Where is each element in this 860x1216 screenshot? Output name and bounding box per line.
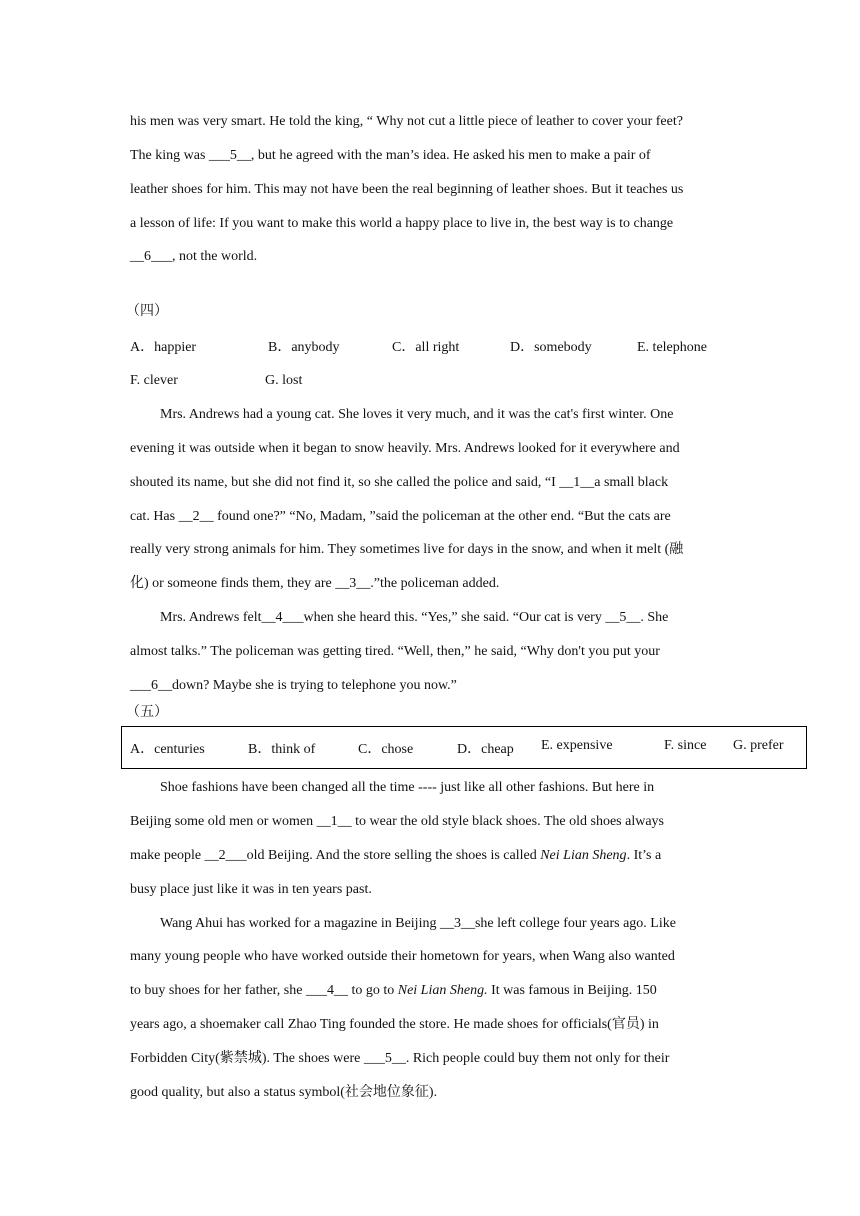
section-heading: （四） xyxy=(126,304,168,319)
paragraph-line: really very strong animals for him. They sometimes live for days in the snow, and when it melt (融 xyxy=(130,542,684,557)
paragraph-line: The king was ___5__, but he agreed with the man’s idea. He asked his men to make a pair of xyxy=(130,148,651,163)
option-d: D．somebody xyxy=(510,340,592,355)
paragraph-line: 化) or someone finds them, they are __3__.”the policeman added. xyxy=(130,576,500,591)
store-name: Nei Lian Sheng. xyxy=(397,983,488,998)
option-g: G. prefer xyxy=(733,738,784,753)
option-b: B．think of xyxy=(248,742,316,757)
option-b: B．anybody xyxy=(268,340,340,355)
paragraph-line: Mrs. Andrews had a young cat. She loves it very much, and it was the cat's first winter. One xyxy=(160,407,674,422)
section-heading: （五） xyxy=(126,705,168,720)
text-segment: It was famous in Beijing. 150 xyxy=(487,983,657,998)
paragraph-line: his men was very smart. He told the king, “ Why not cut a little piece of leather to cover your feet? xyxy=(130,114,683,129)
paragraph-line: years ago, a shoemaker call Zhao Ting founded the store. He made shoes for officials(官员) in xyxy=(130,1017,659,1032)
paragraph-line: Mrs. Andrews felt__4___when she heard this. “Yes,” she said. “Our cat is very __5__. She xyxy=(160,610,669,625)
option-a: A．centuries xyxy=(130,742,205,757)
paragraph-line: leather shoes for him. This may not have been the real beginning of leather shoes. But it teaches us xyxy=(130,182,684,197)
option-e: E. expensive xyxy=(541,738,613,753)
text-segment: . It’s a xyxy=(626,848,662,863)
paragraph-line: Wang Ahui has worked for a magazine in Beijing __3__she left college four years ago. Like xyxy=(160,916,676,931)
option-a: A．happier xyxy=(130,340,197,355)
paragraph-line: cat. Has __2__ found one?” “No, Madam, ”said the policeman at the other end. “But the cats are xyxy=(130,509,671,524)
option-d: D．cheap xyxy=(457,742,514,757)
text-segment: to buy shoes for her father, she ___4__ to go to xyxy=(130,983,398,998)
paragraph-line xyxy=(130,981,657,1001)
option-e: E. telephone xyxy=(637,340,707,355)
paragraph-line: many young people who have worked outside their hometown for years, when Wang also wanted xyxy=(130,949,675,964)
option-f: F. clever xyxy=(130,373,178,388)
paragraph-line: almost talks.” The policeman was getting tired. “Well, then,” he said, “Why don't you put your xyxy=(130,644,660,659)
paragraph-line xyxy=(130,846,661,866)
paragraph-line: ___6__down? Maybe she is trying to telephone you now.” xyxy=(130,678,457,693)
paragraph-line: __6___, not the world. xyxy=(130,249,258,264)
paragraph-line: Shoe fashions have been changed all the time ---- just like all other fashions. But here in xyxy=(160,780,655,795)
paragraph-line: shouted its name, but she did not find it, so she called the police and said, “I __1__a small black xyxy=(130,475,669,490)
paragraph-line: good quality, but also a status symbol(社会地位象征). xyxy=(130,1085,438,1100)
paragraph-line: Beijing some old men or women __1__ to wear the old style black shoes. The old shoes always xyxy=(130,814,664,829)
paragraph-line: Forbidden City(紫禁城). The shoes were ___5__. Rich people could buy them not only for their xyxy=(130,1051,670,1066)
paragraph-line: busy place just like it was in ten years past. xyxy=(130,882,372,897)
store-name: Nei Lian Sheng xyxy=(540,848,627,863)
option-f: F. since xyxy=(664,738,707,753)
option-g: G. lost xyxy=(265,373,303,388)
text-segment: make people __2___old Beijing. And the store selling the shoes is called xyxy=(130,848,541,863)
paragraph-line: a lesson of life: If you want to make this world a happy place to live in, the best way is to change xyxy=(130,216,674,231)
option-box xyxy=(121,726,807,769)
paragraph-line: evening it was outside when it began to snow heavily. Mrs. Andrews looked for it everywhere and xyxy=(130,441,680,456)
option-c: C．all right xyxy=(392,340,460,355)
option-c: C．chose xyxy=(358,742,414,757)
